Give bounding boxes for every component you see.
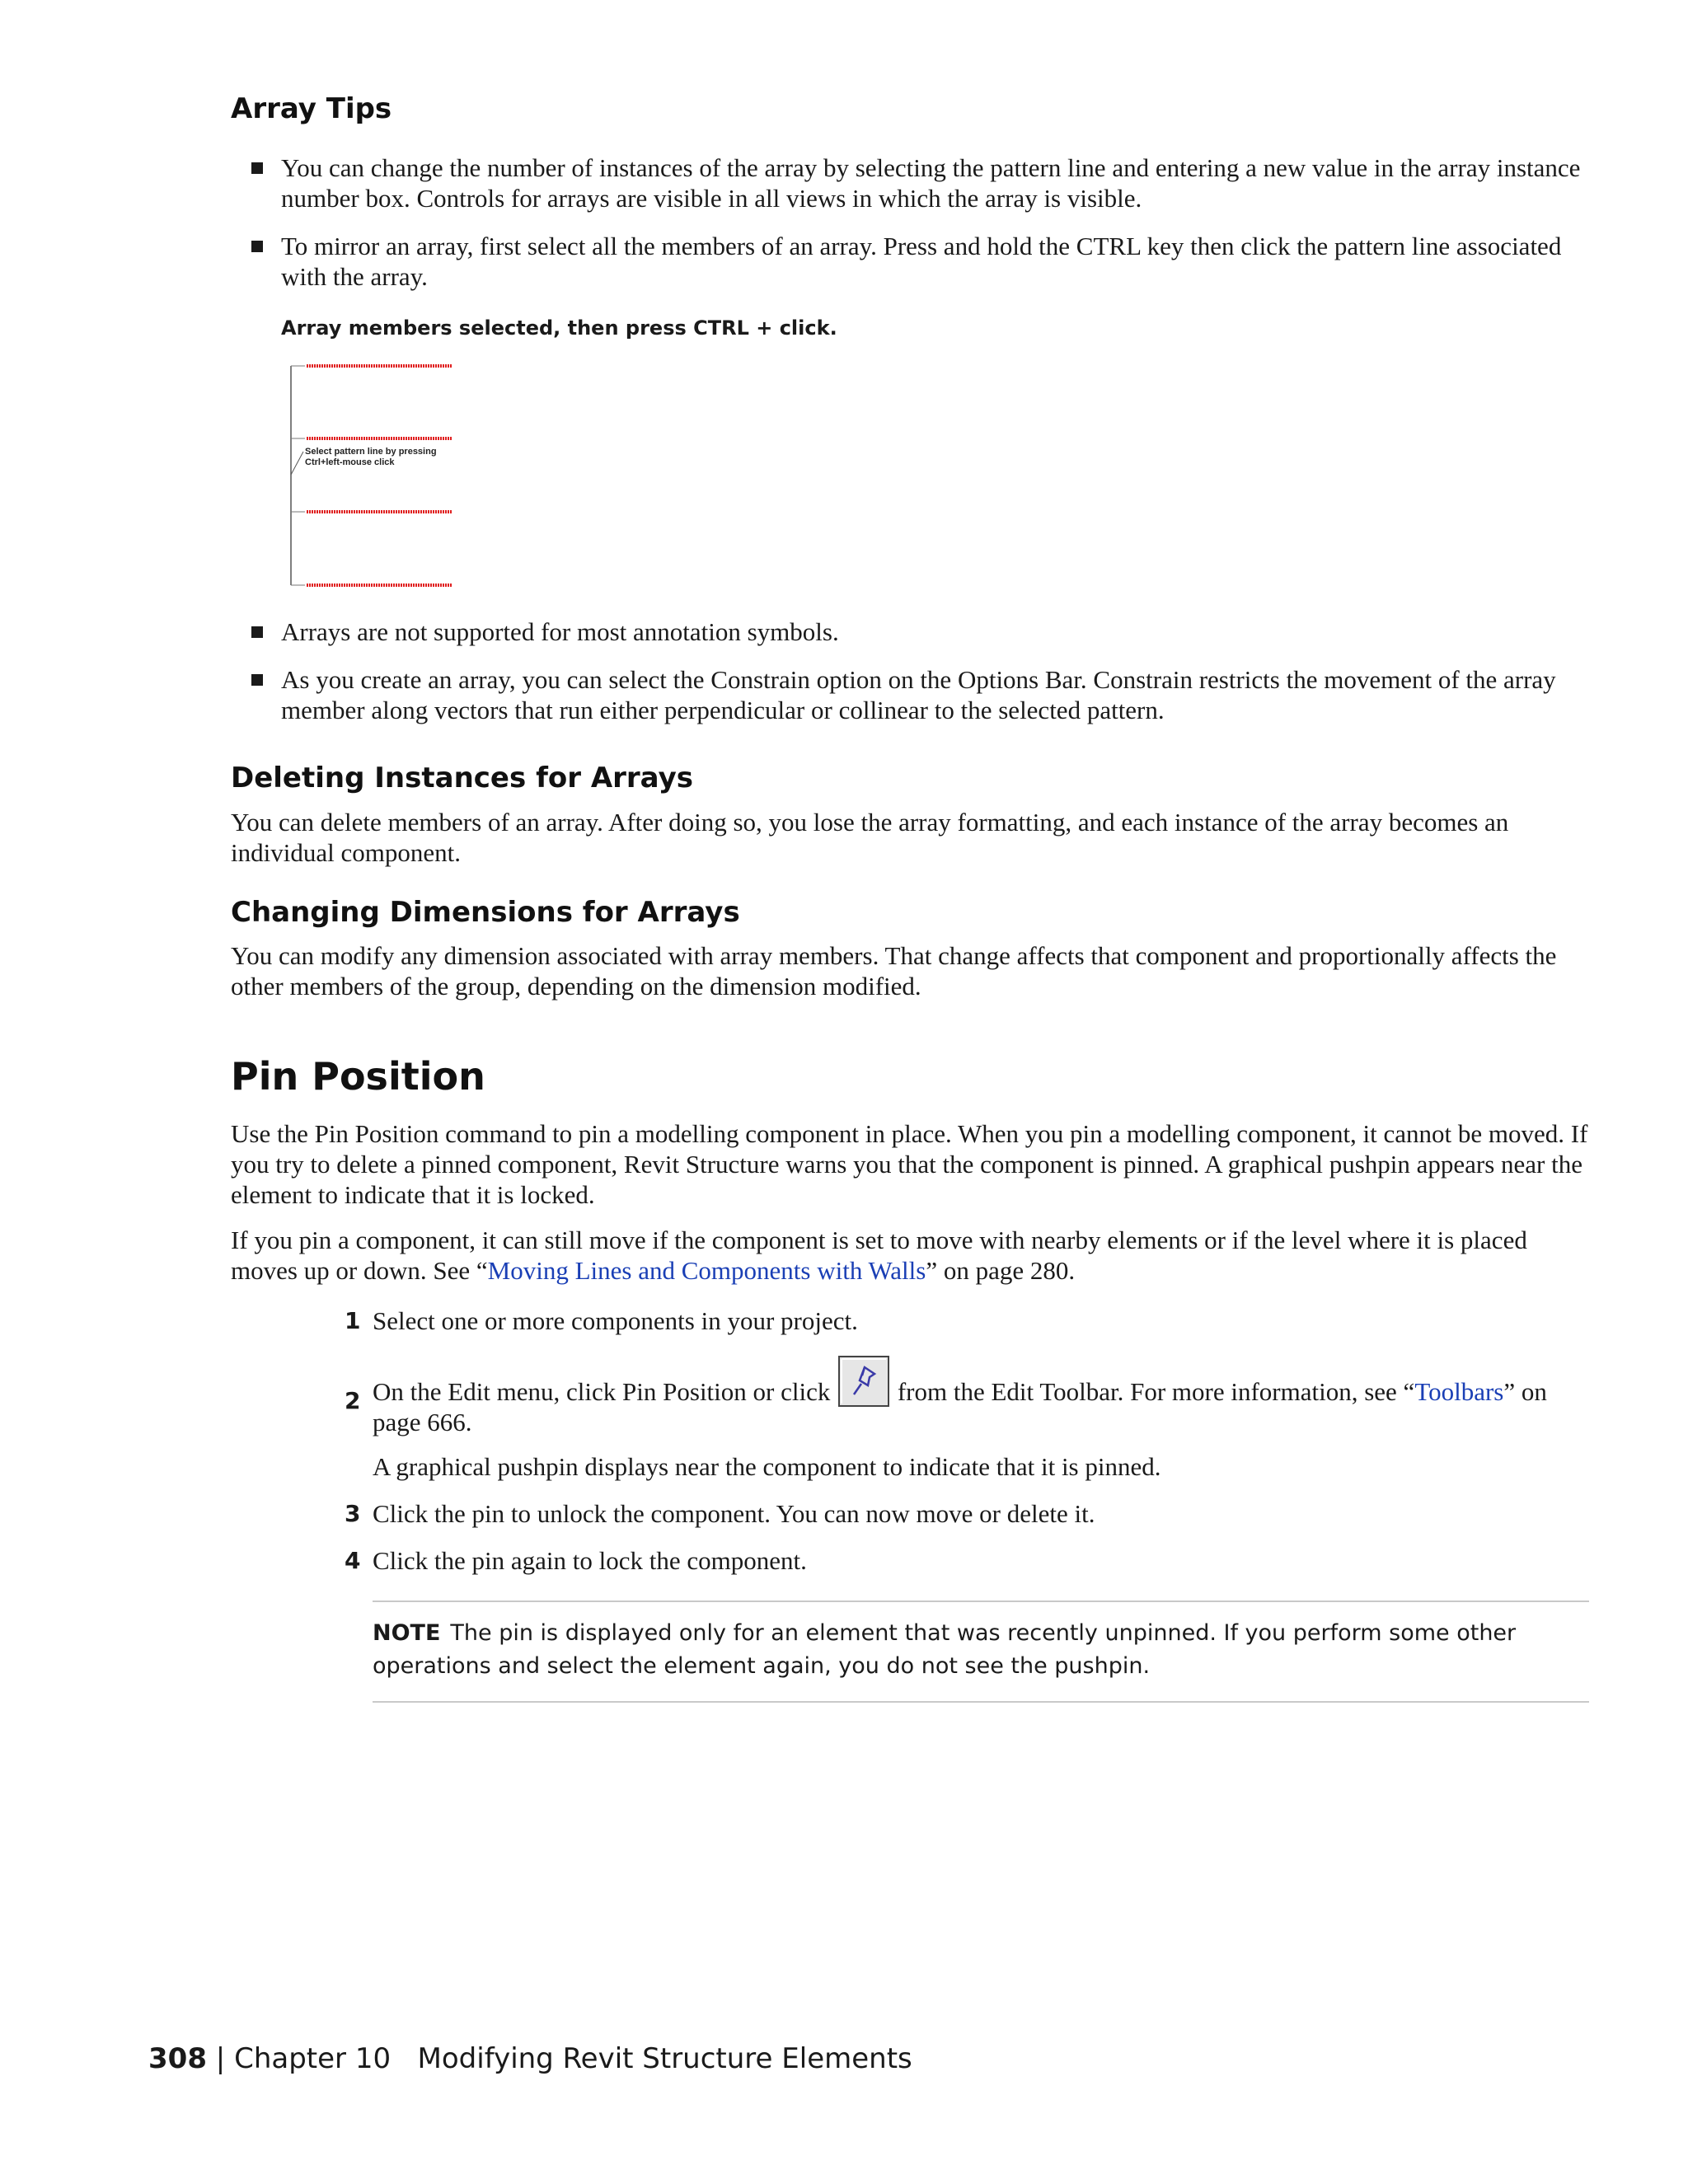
array-figure — [288, 359, 462, 592]
pin-intro-paragraph: Use the Pin Position command to pin a modelling component in place. When you pin a modelling component, it cannot be moved. If you try to delete a pinned component, Revit Structure warns you that the component is pinned. A graphical pushpin appears near the element to indicate that it is locked. — [231, 1118, 1588, 1209]
list-item: You can change the number of instances of the array by selecting the pattern line and entering a new value in the array instance number box. Controls for arrays are visible in all views in which the array is visible. — [231, 152, 1589, 213]
chapter-title: Modifying Revit Structure Elements — [417, 2042, 912, 2075]
toolbars-link[interactable]: Toolbars — [1414, 1376, 1504, 1406]
changing-text: You can modify any dimension associated with array members. That change affects that component and proportionally affects the other members of the group, depending on the dimension modified. — [231, 941, 1557, 1001]
pin-move-paragraph: If you pin a component, it can still move if the component is set to move with nearby elements or if the level where it is placed moves up or down. See “Moving Lines and Components with Walls” on page 280. — [231, 1225, 1527, 1285]
leader-line — [291, 452, 303, 475]
step-item: 4 Click the pin again to lock the component. — [345, 1545, 807, 1575]
figure-annotation: Select pattern line by pressing Ctrl+left-mouse click — [305, 446, 437, 467]
step-item: 2 On the Edit menu, click Pin Position or click from the Edit Toolbar. For more information, see “Toolbars” on page 666. A graphical pushpin displays near the component to indicate that it is pinned. — [345, 1356, 1589, 1482]
page-number: 308 — [148, 2042, 207, 2075]
step-2-result: A graphical pushpin displays near the component to indicate that it is pinned. — [373, 1451, 1161, 1481]
list-item: Arrays are not supported for most annotation symbols. — [231, 616, 1589, 647]
deleting-heading: Deleting Instances for Arrays — [231, 761, 693, 794]
pushpin-icon — [838, 1356, 889, 1407]
array-tips-list — [231, 152, 1589, 292]
chapter-number: Chapter 10 — [234, 2042, 392, 2075]
figure-caption: Array members selected, then press CTRL + click. — [281, 316, 837, 340]
page-content — [231, 92, 1589, 1703]
deleting-text: You can delete members of an array. After doing so, you lose the array formatting, and each instance of the array becomes an individual component. — [231, 807, 1509, 867]
pin-position-heading: Pin Position — [231, 1054, 485, 1099]
array-pattern-diagram — [288, 359, 462, 592]
note-label: NOTE — [373, 1619, 441, 1646]
changing-heading: Changing Dimensions for Arrays — [231, 895, 740, 929]
moving-lines-link[interactable]: Moving Lines and Components with Walls — [487, 1255, 926, 1285]
footer-separator: | — [215, 2042, 226, 2075]
note-text: The pin is displayed only for an element that was recently unpinned. If you perform some other operations and select the element again, you do not see the pushpin. — [373, 1619, 1517, 1679]
pin-steps — [345, 1305, 1589, 1576]
array-tips-heading: Array Tips — [231, 92, 392, 125]
page-footer — [148, 2042, 912, 2075]
step-item: 3 Click the pin to unlock the component. You can now move or delete it. — [345, 1498, 1095, 1528]
step-item: 1 Select one or more components in your project. — [345, 1305, 858, 1335]
list-item: As you create an array, you can select the Constrain option on the Options Bar. Constrain restricts the movement of the array member along vectors that run either perpendicular or collinear to the selected pattern. — [231, 664, 1589, 725]
array-tips-list-2 — [231, 616, 1589, 725]
note-box — [373, 1601, 1589, 1703]
list-item: To mirror an array, first select all the members of an array. Press and hold the CTRL key then click the pattern line associated with the array. — [231, 231, 1589, 292]
